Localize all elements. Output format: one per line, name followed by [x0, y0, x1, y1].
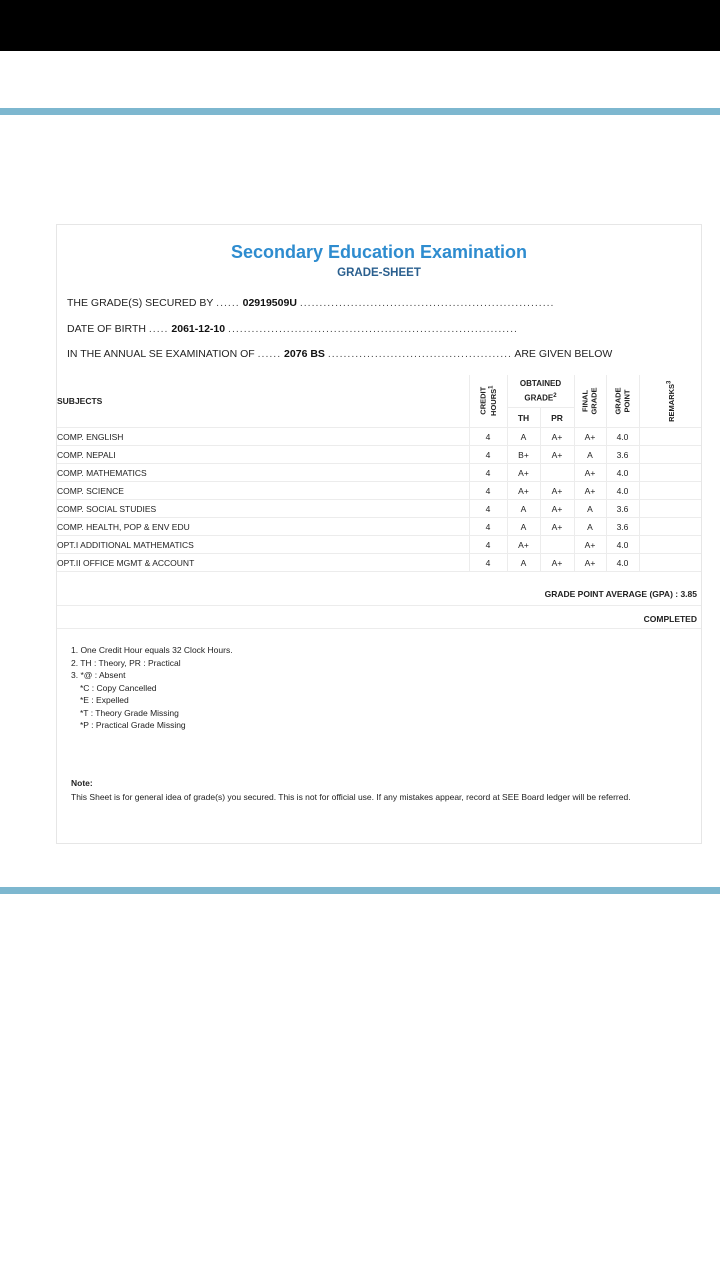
footnote-item: 3. *@ : Absent — [71, 670, 126, 680]
grade-sheet — [56, 224, 702, 844]
final-grade-cell: A — [574, 500, 606, 518]
footnote-item: *T : Theory Grade Missing — [80, 707, 179, 718]
exam-title: Secondary Education Examination — [230, 242, 528, 262]
credit-hours-cell: 4 — [469, 482, 507, 500]
final-grade-cell: A+ — [574, 536, 606, 554]
footnote-item: *C : Copy Cancelled — [80, 682, 157, 693]
note-text: This Sheet is for general idea of grade(s) you secured. This is not for official use. If any mistakes appear, record at SEE Board ledger will be referred. — [71, 792, 631, 802]
status-bar — [0, 0, 720, 51]
footnote-item: *P : Practical Grade Missing — [80, 720, 186, 730]
dob-label: DATE OF BIRTH — [67, 323, 146, 335]
exam-year: 2076 BS — [284, 348, 325, 360]
secured-by-label: THE GRADE(S) SECURED BY — [67, 297, 214, 309]
theory-grade-cell: A — [507, 554, 540, 572]
table-row — [57, 482, 701, 500]
table-row — [57, 518, 701, 536]
subject-cell: COMP. NEPALI — [57, 446, 469, 464]
theory-grade-cell: B+ — [507, 446, 540, 464]
subject-cell: COMP. SOCIAL STUDIES — [57, 500, 469, 518]
footnotes — [71, 644, 233, 732]
symbol-number: 02919509U — [242, 297, 297, 309]
subject-cell: OPT.II OFFICE MGMT & ACCOUNT — [57, 554, 469, 572]
exam-label: IN THE ANNUAL SE EXAMINATION OF — [67, 348, 255, 360]
remarks-cell — [639, 482, 701, 500]
final-grade-cell: A — [574, 446, 606, 464]
practical-grade-cell: A+ — [540, 500, 574, 518]
exam-suffix: ARE GIVEN BELOW — [514, 348, 613, 360]
remarks-cell — [639, 554, 701, 572]
final-grade-cell: A+ — [574, 554, 606, 572]
bottom-divider — [0, 887, 720, 894]
footnote-item: *E : Expelled — [80, 695, 129, 705]
subjects-header: SUBJECTS — [57, 375, 469, 428]
gpa-summary: GRADE POINT AVERAGE (GPA) : 3.85 — [544, 589, 697, 599]
final-grade-cell: A+ — [574, 428, 606, 446]
grade-point-cell: 4.0 — [606, 554, 639, 572]
grade-point-cell: 4.0 — [606, 536, 639, 554]
table-row — [57, 536, 701, 554]
remarks-cell — [639, 518, 701, 536]
exam-line: IN THE ANNUAL SE EXAMINATION OF ...... 2076 BS ............................................... ARE GIVEN BELOW — [67, 348, 613, 360]
grades-table — [57, 375, 701, 572]
credit-hours-header: CREDIT HOURS$^1$ — [469, 375, 507, 428]
theory-grade-cell: A — [507, 518, 540, 536]
grade-point-cell: 3.6 — [606, 500, 639, 518]
remarks-cell — [639, 464, 701, 482]
subject-cell: COMP. ENGLISH — [57, 428, 469, 446]
table-row — [57, 500, 701, 518]
grade-point-cell: 4.0 — [606, 428, 639, 446]
divider — [57, 605, 701, 606]
remarks-cell — [639, 428, 701, 446]
remarks-cell — [639, 446, 701, 464]
credit-hours-cell: 4 — [469, 536, 507, 554]
subject-cell: COMP. HEALTH, POP & ENV EDU — [57, 518, 469, 536]
remarks-cell — [639, 536, 701, 554]
grade-point-cell: 4.0 — [606, 482, 639, 500]
subject-cell: COMP. MATHEMATICS — [57, 464, 469, 482]
theory-grade-cell: A+ — [507, 482, 540, 500]
table-row — [57, 446, 701, 464]
theory-grade-cell: A+ — [507, 536, 540, 554]
theory-header: TH — [507, 408, 540, 428]
credit-hours-cell: 4 — [469, 446, 507, 464]
practical-grade-cell: A+ — [540, 428, 574, 446]
practical-grade-cell: A+ — [540, 518, 574, 536]
remarks-cell — [639, 500, 701, 518]
grade-point-cell: 3.6 — [606, 518, 639, 536]
grade-point-cell: 4.0 — [606, 464, 639, 482]
credit-hours-cell: 4 — [469, 428, 507, 446]
theory-grade-cell: A — [507, 428, 540, 446]
credit-hours-cell: 4 — [469, 518, 507, 536]
table-row — [57, 554, 701, 572]
table-row — [57, 428, 701, 446]
footnote-item: 1. One Credit Hour equals 32 Clock Hours. — [71, 645, 233, 655]
final-grade-cell: A+ — [574, 464, 606, 482]
grade-point-cell: 3.6 — [606, 446, 639, 464]
table-row — [57, 464, 701, 482]
practical-header: PR — [540, 408, 574, 428]
result-status: COMPLETED — [643, 614, 697, 624]
final-grade-cell: A — [574, 518, 606, 536]
credit-hours-cell: 4 — [469, 464, 507, 482]
practical-grade-cell — [540, 536, 574, 554]
credit-hours-cell: 4 — [469, 500, 507, 518]
footnote-item: 2. TH : Theory, PR : Practical — [71, 657, 181, 668]
dob-line: DATE OF BIRTH ..... 2061-12-10 .......................................................................... — [67, 323, 518, 335]
theory-grade-cell: A+ — [507, 464, 540, 482]
practical-grade-cell: A+ — [540, 554, 574, 572]
final-grade-cell: A+ — [574, 482, 606, 500]
practical-grade-cell: A+ — [540, 482, 574, 500]
remarks-header: REMARKS$^3$ — [639, 375, 701, 428]
grade-point-header: GRADE POINT — [606, 375, 639, 428]
top-divider — [0, 108, 720, 115]
secured-by-line: THE GRADE(S) SECURED BY ...... 02919509U ................................................................. — [67, 297, 555, 309]
practical-grade-cell — [540, 464, 574, 482]
sheet-subtitle: GRADE-SHEET — [337, 267, 421, 279]
dob-value: 2061-12-10 — [171, 323, 226, 335]
divider — [57, 628, 701, 629]
subject-cell: OPT.I ADDITIONAL MATHEMATICS — [57, 536, 469, 554]
credit-hours-cell: 4 — [469, 554, 507, 572]
note-title: Note: — [71, 778, 93, 788]
theory-grade-cell: A — [507, 500, 540, 518]
final-grade-header: FINAL GRADE — [574, 375, 606, 428]
practical-grade-cell: A+ — [540, 446, 574, 464]
subject-cell: COMP. SCIENCE — [57, 482, 469, 500]
obtained-grade-header: OBTAINED GRADE$^2$ — [507, 375, 574, 408]
